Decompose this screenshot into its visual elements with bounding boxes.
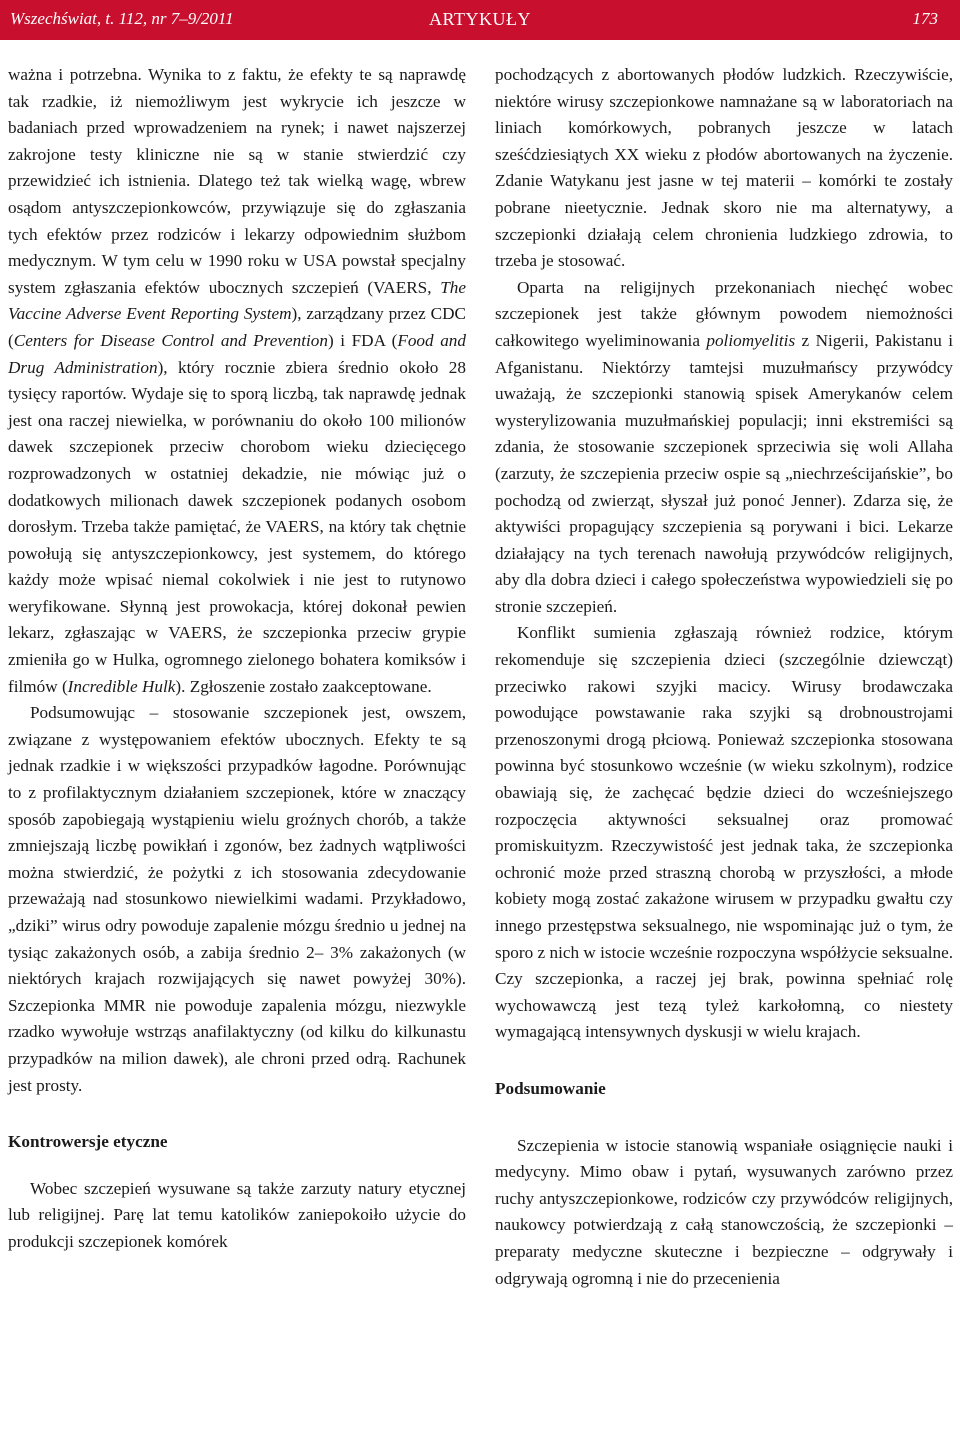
paragraph-fetal-cells: pochodzących z abortowanych płodów ludzkich. Rzeczywiście, niektóre wirusy szczepionkowe namnażane są w laboratoriach na liniach komórkowych, pobranych jeszcze w latach sześćdziesiątych XX wieku z płodów abortowanych na życzenie. Zdanie Watykanu jest jasne w tej materii – komórki te zostały pobrane nieetycznie. Jednak skoro nie ma alternatywy, a szczepionki działają celem chronienia ludzkiego zdrowia, to trzeba je stosować. [495, 65, 953, 271]
fda-full-name: Food and Drug Administration [8, 330, 466, 377]
right-column [495, 62, 953, 1292]
cdc-full-name: Centers for Disease Control and Prevention [13, 330, 328, 350]
paragraph-ethics: Wobec szczepień wysuwane są także zarzuty natury etycznej lub religijnej. Parę lat temu katolików zaniepokoiło użycie do produkcji szczepionek komórek [8, 1178, 466, 1251]
paragraph-religion: Oparta na religijnych przekonaniach niechęć wobec szczepionek jest także głównym powodem niemożności całkowitego wyeliminowania poliomyelitis z Nigerii, Pakistanu i Afganistanu. Niektórzy tamtejsi muzułmańscy przywódcy uważają, że szczepionki stanowią spisek Amerykanów celem wysterylizowania muzułmańskiej populacji; inni ekstremiści są zdania, że stosowanie szczepionek sprzeciwia się woli Allaha (zarzuty, że szczepienia przeciw ospie są „niechrześcijańskie”, bo pochodzą od zwierząt, słyszał już ponoć Jenner). Zdarza się, że aktywiści propagujący szczepienia są porywani i bici. Lekarze działający na tych terenach nawołują przywódców religijnych, aby dla dobra dzieci i całego społeczeństwa wypowiedzieli się po stronie szczepień. [495, 277, 953, 616]
heading-summary: Podsumowanie [495, 1078, 606, 1098]
poliomyelitis-term: poliomyelitis [706, 330, 796, 350]
paragraph-conclusion: Szczepienia w istocie stanowią wspaniałe osiągnięcie nauki i medycyny. Mimo obaw i pytań, wysuwanych zarówno przez ruchy antyszczepionkowe, rodziców czy przywódców religijnych, naukowcy potwierdzają z całą stanowczością, że szczepionki – preparaty medyczne skuteczne i bezpieczne – odgrywały i odgrywają ogromną i nie do przecenienia [495, 1135, 953, 1288]
journal-citation: Wszechświat, t. 112, nr 7–9/2011 [10, 9, 234, 28]
paragraph-hpv: Konflikt sumienia zgłaszają również rodzice, którym rekomenduje się szczepienia dzieci (szczególnie dziewcząt) przeciwko rakowi szyjki macicy. Wirusy brodawczaka powodujące powstawanie raka szyjki są drobnoustrojami przenoszonymi drogą płciową. Ponieważ szczepionka stosowana powinna być stosunkowo wcześnie (w wieku szkolnym), rodzice obawiają się, że zachęcać będzie dzieci do wcześniejszego rozpoczęcia aktywności seksualnej oraz promować promiskuityzm. Rzeczywistość jest jednak taka, że szczepionka ochronić może przed straszną chorobą w przyszłości, a młode kobiety mogą zostać zakażone wirusem w przypadku gwałtu czy innego przestępstwa seksualnego, nie wspominając już o tym, że sporo z nich w istocie wcześnie rozpoczyna współżycie seksualne. Czy szczepionka, a raczej jej brak, powinna spełniać rolę wychowawczą jest tezą tyleż karkołomną, co niestety wymagającą intensywnych dyskusji w wielu krajach. [495, 623, 953, 1042]
left-column [8, 62, 466, 1256]
page-number: 173 [912, 9, 938, 28]
paragraph-summary: Podsumowując – stosowanie szczepionek jest, owszem, związane z występowaniem efektów ubocznych. Efekty te są jednak rzadkie i w większości przypadków łagodne. Porównując to z profilaktycznym działaniem szczepionek, które w znaczący sposób zapobiegają wystąpieniu wielu groźnych chorób, a także zmniejszają liczbę powikłań i zgonów, bez żadnych wątpliwości można stwierdzić, że pożytki z ich stosowania zdecydowanie przeważają nad stosunkowo niewielkimi wadami. Przykładowo, „dziki” wirus odry powoduje zapalenie mózgu średnio u jednej na tysiąc zakażonych osób, a zabija średnio 2– 3% zakażonych (w niektórych krajach rozwijających się nawet powyżej 30%). Szczepionka MMR nie powoduje zapalenia mózgu, niezwykle rzadko wywołuje wstrząs anafilaktyczny (od kilku do kilkunastu przypadków na milion dawek), ale chroni przed odrą. Rachunek jest prosty. [8, 703, 466, 1095]
paragraph-vaers: ważna i potrzebna. Wynika to z faktu, że efekty te są naprawdę tak rzadkie, iż niemożliwym jest wykrycie ich jeszcze w badaniach przed wprowadzeniem na rynek; i nawet najszerzej zakrojone testy kliniczne nie są w stanie stwierdzić czy przewidzieć ich istnienia. Dlatego też tak wielką wagę, wbrew osądom antyszczepionkowców, przywiązuje się do zgłaszania tych efektów przez rodziców i lekarzy odpowiednim służbom medycznym. W tym celu w 1990 roku w USA powstał specjalny system zgłaszania efektów ubocznych szczepień (VAERS, The Vaccine Adverse Event Reporting System), zarządzany przez CDC (Centers for Disease Control and Prevention) i FDA (Food and Drug Administration), który rocznie zbiera średnio około 28 tysięcy raportów. Wydaje się to sporą liczbą, tak naprawdę jednak jest ona raczej niewielka, w porównaniu do około 100 milionów dawek szczepionek przeciw chorobom wieku dziecięcego rozprowadzonych w ostatniej dekadzie, nie mówiąc już o dodatkowych milionach dawek szczepionek podanych osobom dorosłym. Trzeba także pamiętać, że VAERS, na który tak chętnie powołują się antyszczepionkowcy, jest systemem, do którego każdy może wpisać niemal cokolwiek i nie jest to rutynowo weryfikowane. Słynną jest prowokacja, której dokonał pewien lekarz, zgłaszając w VAERS, że szczepionka przeciw grypie zmieniła go w Hulka, ogromnego zielonego bohatera komiksów i filmów (Incredible Hulk). Zgłoszenie zostało zaakceptowane. [8, 65, 466, 696]
heading-ethical-controversies: Kontrowersje etyczne [8, 1132, 168, 1152]
hulk-title: Incredible Hulk [67, 676, 176, 696]
section-title: ARTYKUŁY [429, 9, 531, 29]
vaers-full-name: The Vaccine Adverse Event Reporting System [8, 277, 466, 324]
page-header [0, 0, 960, 40]
